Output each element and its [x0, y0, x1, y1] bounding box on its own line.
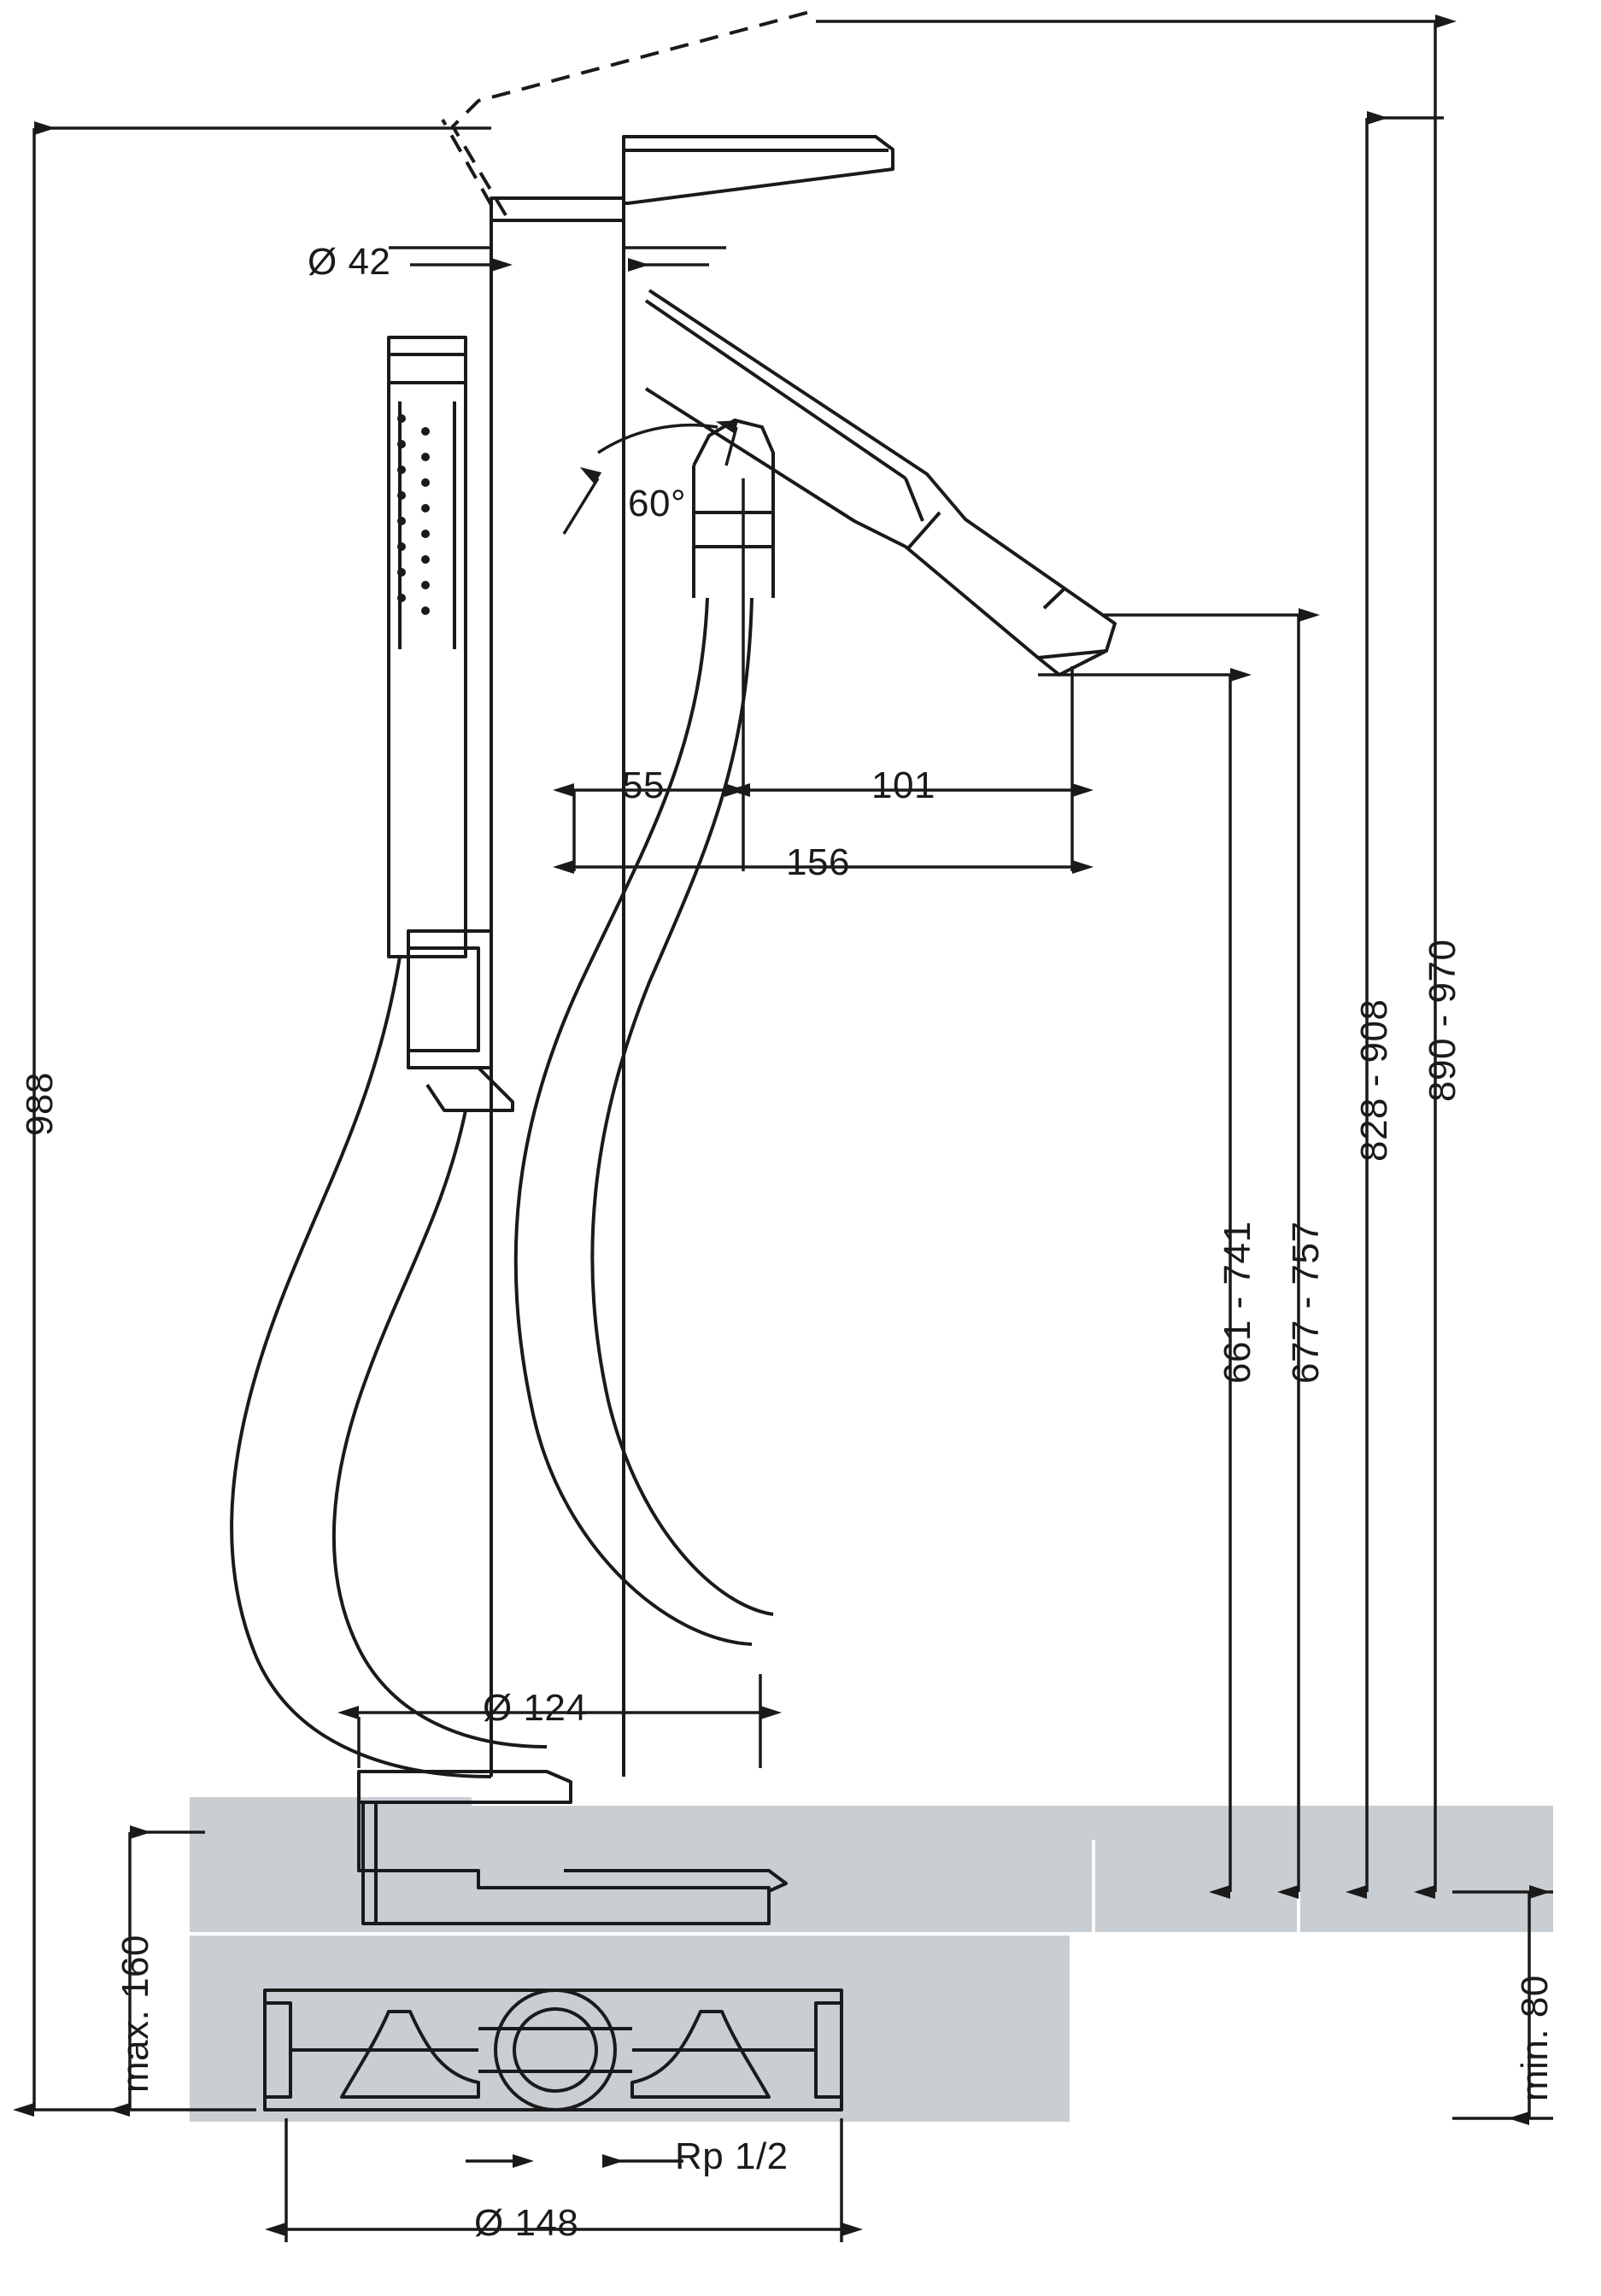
label-offset-156: 156 [786, 841, 850, 883]
label-max-160: max. 160 [114, 1935, 156, 2093]
label-diameter-148: Ø 148 [474, 2202, 579, 2244]
label-diameter-42: Ø 42 [308, 241, 391, 283]
label-height-661-741: 661 - 741 [1217, 1221, 1258, 1384]
label-height-988: 988 [19, 1072, 61, 1136]
label-min-80: min. 80 [1514, 1975, 1556, 2101]
label-angle-60: 60° [628, 483, 687, 524]
label-height-890-970: 890 - 970 [1422, 939, 1463, 1102]
label-diameter-124: Ø 124 [483, 1687, 588, 1729]
label-offset-101: 101 [871, 764, 935, 806]
faucet-outline [232, 10, 1115, 2110]
label-thread-rp-half: Rp 1/2 [675, 2135, 789, 2177]
label-offset-55: 55 [622, 764, 665, 806]
floor-and-wall-fill [190, 1797, 1553, 2122]
label-height-828-908: 828 - 908 [1353, 999, 1395, 1162]
label-height-677-757: 677 - 757 [1285, 1221, 1327, 1384]
